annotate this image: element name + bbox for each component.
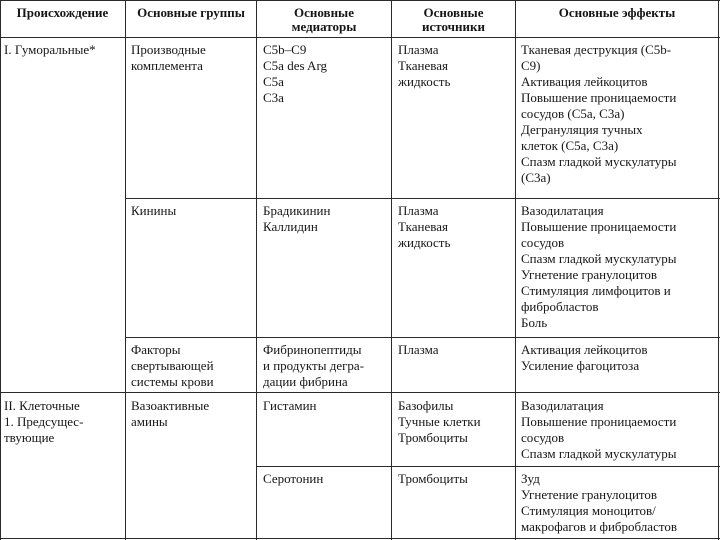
cell-effects-kinins: Вазодилатация Повышение проницаемости сосудов Спазм гладкой мускулатуры Угнетение гранулоцитов Стимуляция лимфоцитов и фибробластов Боль <box>521 203 677 330</box>
header-sources: Основные источники <box>422 5 485 34</box>
cell-mediators-serotonin: Серотонин <box>263 471 324 486</box>
table-rule-left <box>0 0 1 540</box>
cell-mediators-coagulation: Фибринопептиды и продукты дегра- дации фибрина <box>263 342 365 389</box>
cell-sources-complement: Плазма Тканевая жидкость <box>398 42 451 89</box>
table-rule-right <box>718 0 719 540</box>
cell-mediators-complement: C5b–C9 C5a des Arg C5a C3a <box>263 42 328 105</box>
cell-effects-complement: Тканевая деструкция (C5b- C9) Активация лейкоцитов Повышение проницаемости сосудов (C5a, C3a) Дегрануляция тучных клеток (C5a, C3a) Спазм гладкой мускулатуры (C3a) <box>521 42 677 185</box>
cell-effects-serotonin: Зуд Угнетение гранулоцитов Стимуляция моноцитов/ макрофагов и фибробластов <box>521 471 677 534</box>
cell-group-coagulation: Факторы свертывающей системы крови <box>131 342 214 389</box>
cell-effects-histamine: Вазодилатация Повышение проницаемости сосудов Спазм гладкой мускулатуры <box>521 398 677 461</box>
cell-group-complement: Производные комплемента <box>131 42 206 73</box>
cell-sources-serotonin: Тромбоциты <box>398 471 468 486</box>
table-rule-bottom <box>0 538 720 539</box>
cell-mediators-kinins: Брадикинин Каллидин <box>263 203 331 234</box>
cell-sources-coagulation: Плазма <box>398 342 439 357</box>
header-effects: Основные эффекты <box>558 5 676 20</box>
cell-origin-cellular: II. Клеточные 1. Предсущес- твующие <box>4 398 84 445</box>
cell-sources-histamine: Базофилы Тучные клетки Тромбоциты <box>398 398 481 445</box>
table-rule-col3 <box>391 0 392 540</box>
cell-effects-coagulation: Активация лейкоцитов Усиление фагоцитоза <box>521 342 648 373</box>
table-rule-serotonin <box>256 466 720 467</box>
cell-origin-humoral: I. Гуморальные* <box>4 42 96 57</box>
table-rule-kinins <box>125 198 720 199</box>
table-rule-header <box>0 37 720 38</box>
cell-group-amines: Вазоактивные амины <box>131 398 210 429</box>
header-groups: Основные группы <box>137 5 245 20</box>
cell-group-kinins: Кинины <box>131 203 177 218</box>
table-rule-col1 <box>125 0 126 540</box>
cell-mediators-histamine: Гистамин <box>263 398 317 413</box>
table-rule-coagulation <box>125 337 720 338</box>
table-rule-top <box>0 0 720 1</box>
header-origin: Происхождение <box>16 5 109 20</box>
header-mediators: Основные медиаторы <box>291 5 357 34</box>
table-rule-col2 <box>256 0 257 540</box>
table-rule-cellular <box>0 392 720 393</box>
table-rule-col4 <box>515 0 516 540</box>
cell-sources-kinins: Плазма Тканевая жидкость <box>398 203 451 250</box>
